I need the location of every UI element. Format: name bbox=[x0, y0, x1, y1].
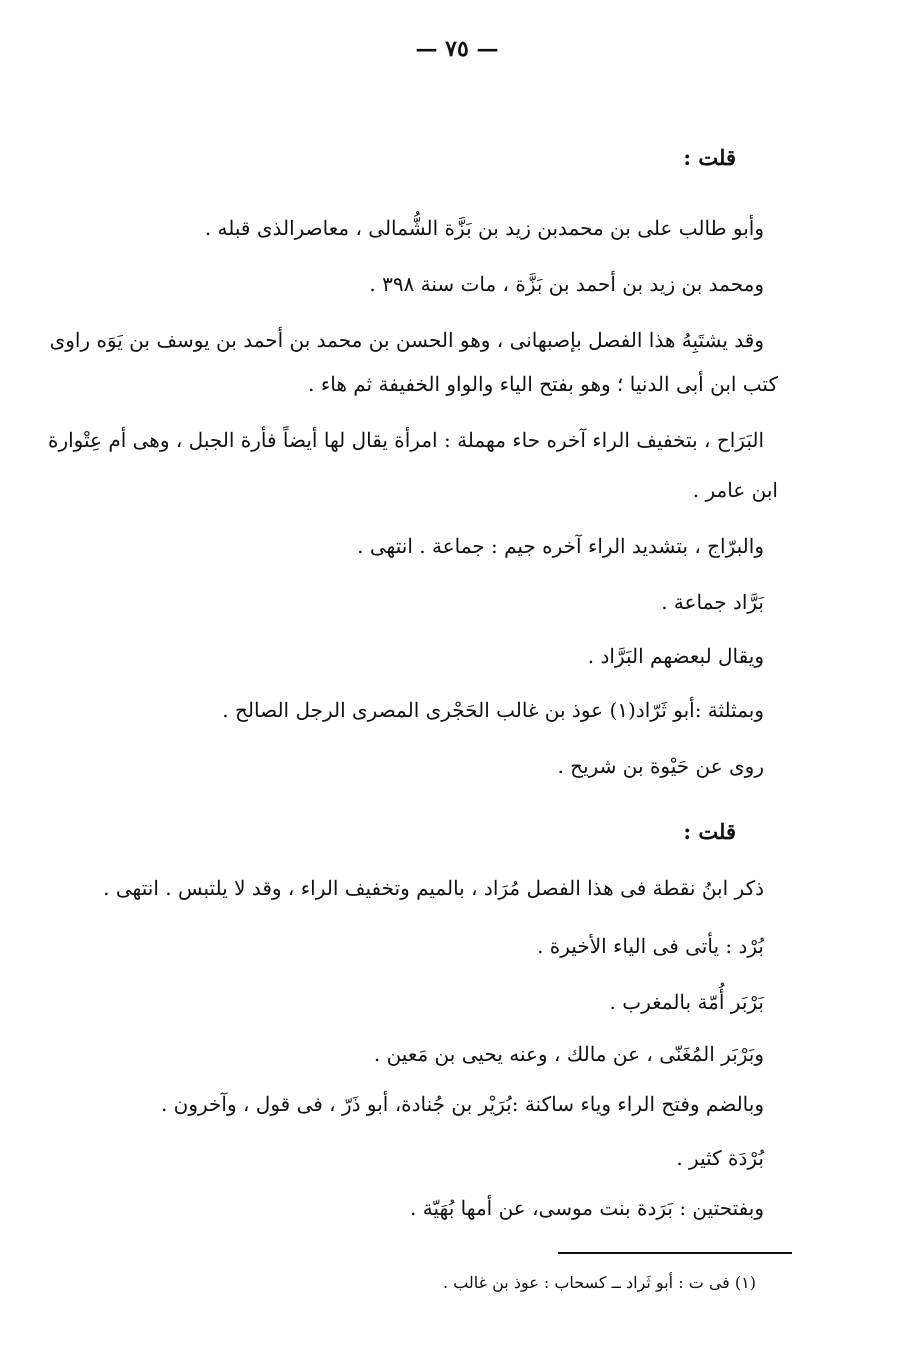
text-line: بُرْد : يأتى فى الياء الأخيرة . bbox=[537, 934, 764, 958]
text-line: البَرَاح ، بتخفيف الراء آخره حاء مهملة : امرأة يقال لها أيضاً فأرة الجبل ، وهى أم عِتْوارة bbox=[47, 428, 764, 452]
footnote: (١) فى ت : أبو ثَراد ــ كسحاب : عوذ بن غالب . bbox=[443, 1273, 756, 1292]
text-line: وبفتحتين : بَرَدة بنت موسى، عن أمها بُهَيّة . bbox=[410, 1196, 764, 1220]
text-line: والبرّاج ، بتشديد الراء آخره جيم : جماعة . انتهى . bbox=[357, 534, 764, 558]
text-line: روى عن حَيْوة بن شريح . bbox=[557, 754, 764, 778]
text-line: بَرْبَر أُمّة بالمغرب . bbox=[609, 990, 764, 1014]
text-line: وبالضم وفتح الراء وياء ساكنة :بُرَيْر بن جُنادة، أبو ذَرّ ، فى قول ، وآخرون . bbox=[160, 1092, 764, 1116]
footnote-divider bbox=[558, 1252, 792, 1254]
text-line: وبَرْبَر المُغَنّى ، عن مالك ، وعنه يحيى بن مَعين . bbox=[373, 1042, 764, 1066]
text-line: ذكر ابنُ نقطة فى هذا الفصل مُرَاد ، بالميم وتخفيف الراء ، وقد لا يلتبس . انتهى . bbox=[103, 876, 764, 900]
text-line: وقد يشتَبِهُ هذا الفصل بإصبهانى ، وهو الحسن بن محمد بن أحمد بن يوسف بن يَوَه راوى bbox=[49, 328, 764, 352]
text-line: بُرْدَة كثير . bbox=[676, 1146, 764, 1170]
text-line: بَرَّاد جماعة . bbox=[661, 590, 764, 614]
section-heading-2: قلت : bbox=[683, 819, 736, 844]
text-line: وأبو طالب على بن محمدبن زيد بن بَزَّة الشُّمالى ، معاصرالذى قبله . bbox=[204, 216, 764, 240]
section-heading-1: قلت : bbox=[683, 145, 736, 170]
page-number: — ٧٥ — bbox=[415, 36, 499, 62]
text-line: ومحمد بن زيد بن أحمد بن بَزَّة ، مات سنة ٣٩٨ . bbox=[369, 272, 764, 296]
text-line: ويقال لبعضهم البَرَّاد . bbox=[587, 644, 764, 668]
text-line: كتب ابن أبى الدنيا ؛ وهو بفتح الياء والواو الخفيفة ثم هاء . bbox=[308, 372, 778, 396]
text-line: وبمثلثة :أبو ثَرّاد(١) عوذ بن غالب الحَجْرى المصرى الرجل الصالح . bbox=[222, 698, 764, 722]
text-line: ابن عامر . bbox=[692, 478, 778, 502]
